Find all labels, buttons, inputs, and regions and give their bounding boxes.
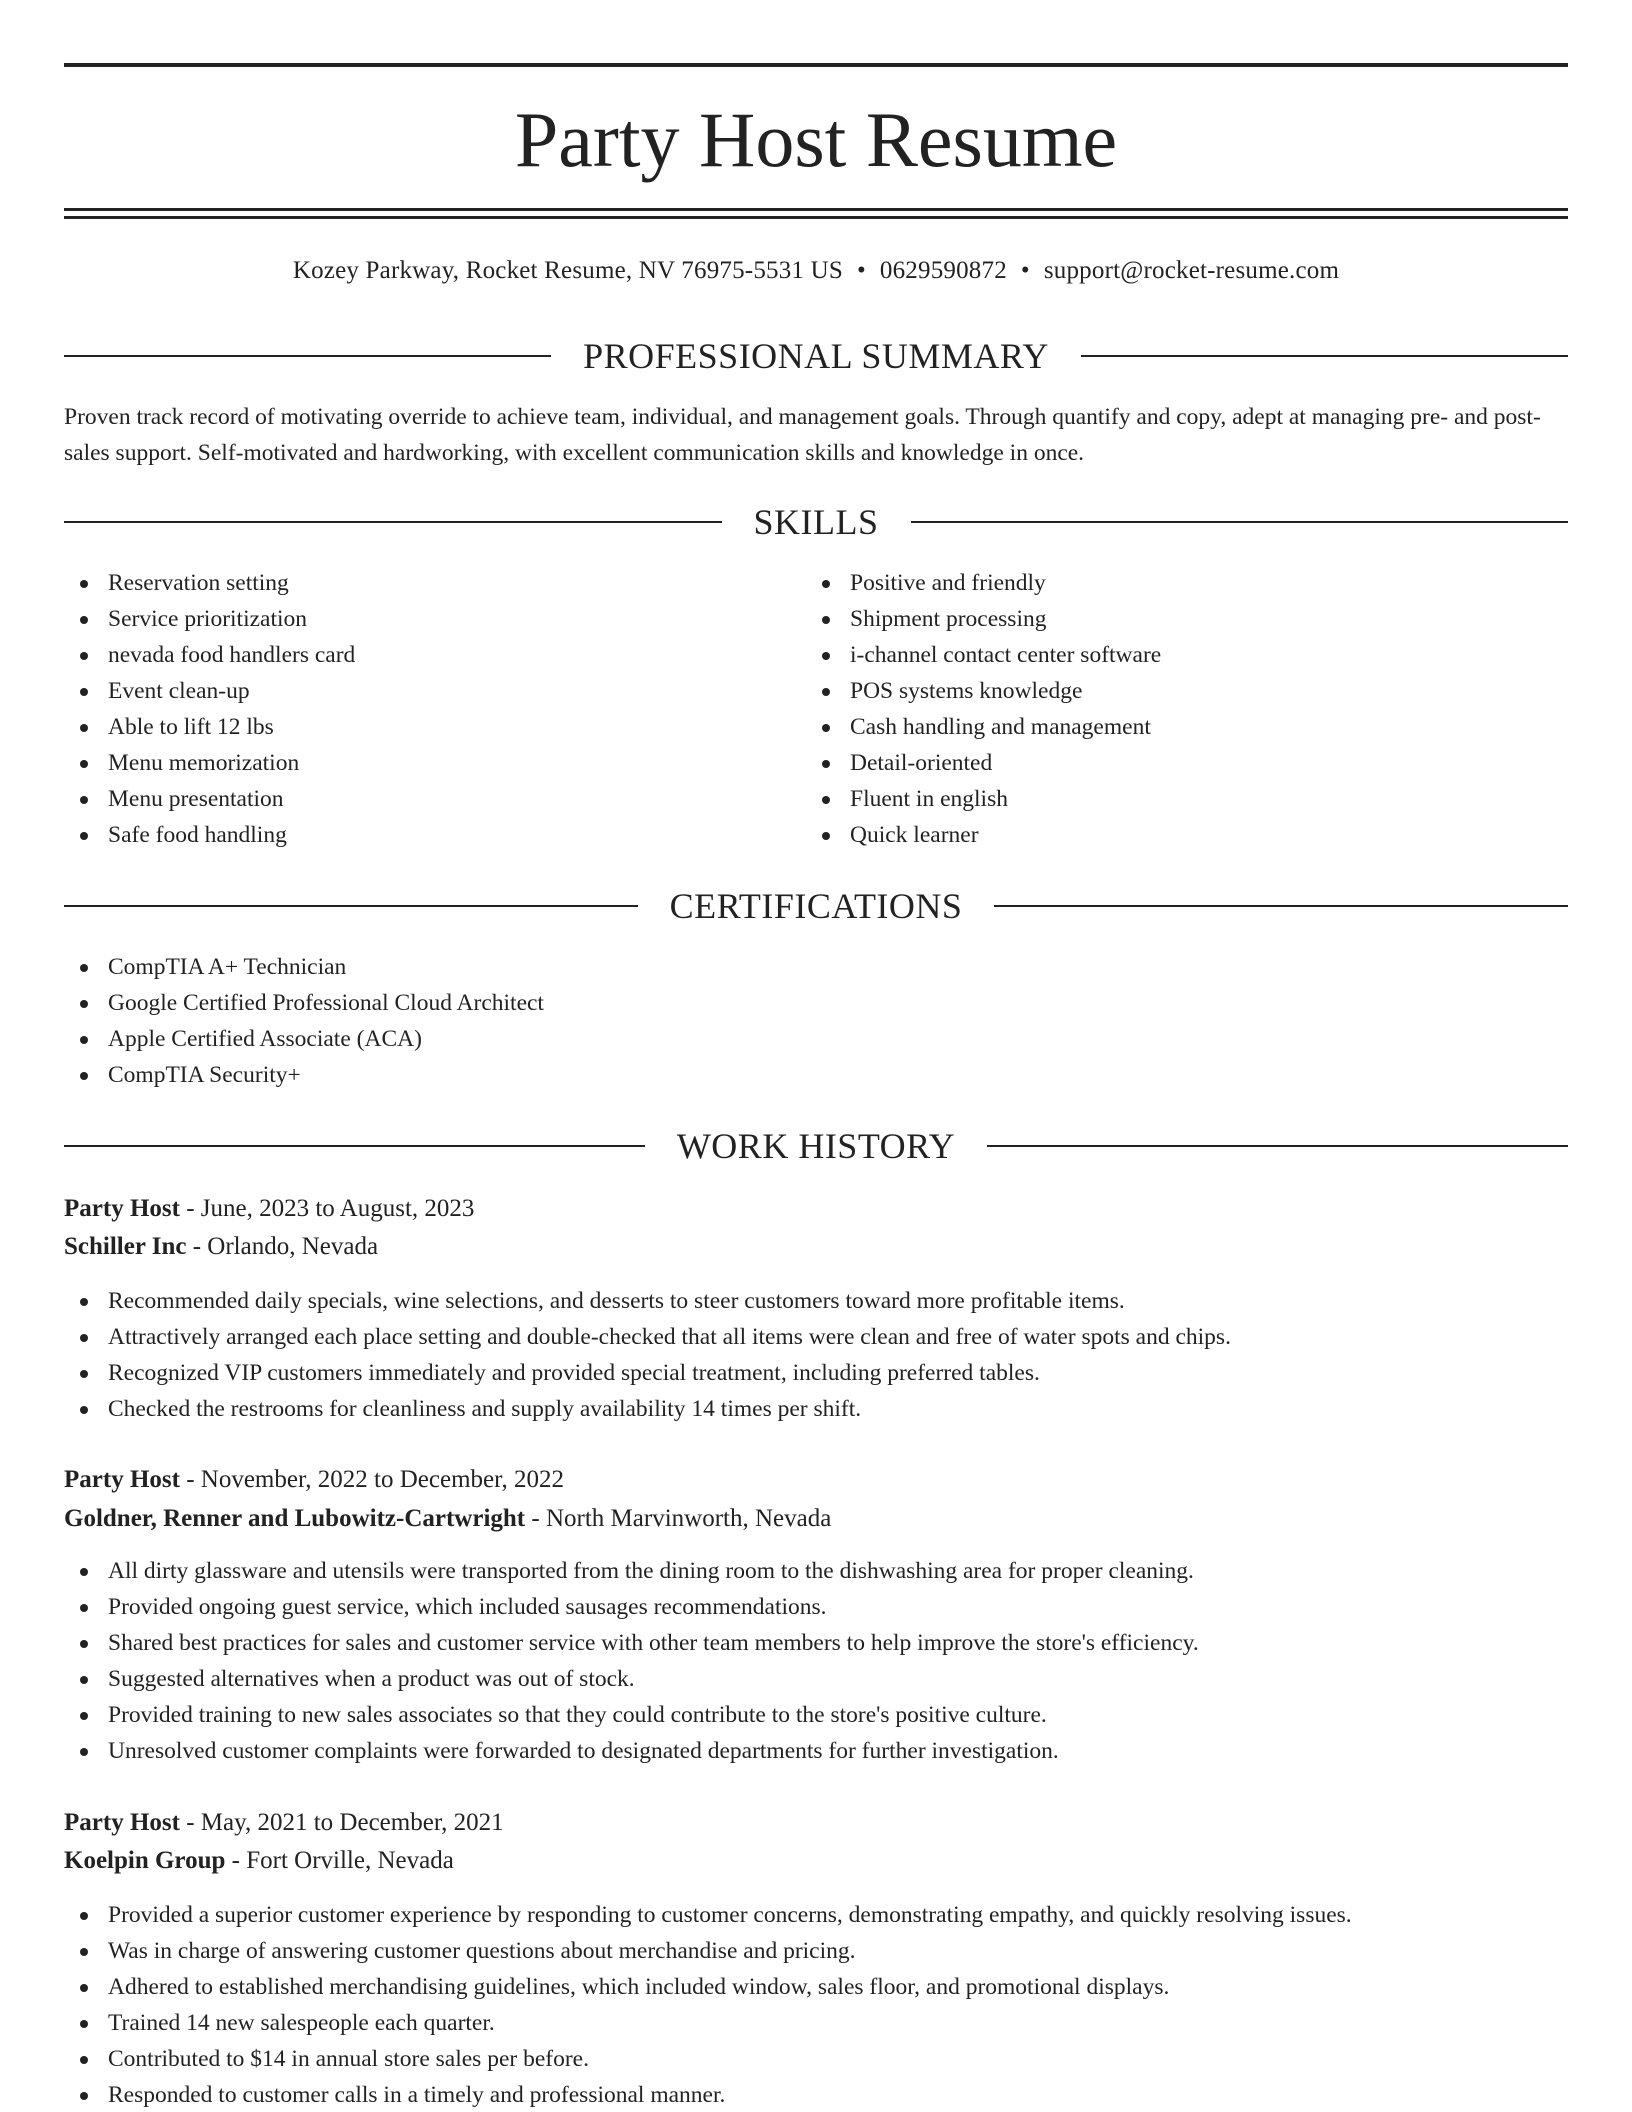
job-dash: -	[225, 1847, 247, 1874]
skill-item: Detail-oriented	[806, 745, 1506, 781]
work-heading	[64, 1126, 1568, 1166]
job-dash: -	[179, 1195, 201, 1222]
job-bullet: Unresolved customer complaints were forwarded to designated departments for further investigation.	[64, 1733, 1568, 1769]
job-bullets	[64, 1283, 1568, 1427]
job-bullet: Provided a superior customer experience by responding to customer concerns, demonstrating empathy, and quickly resolving issues.	[64, 1897, 1568, 1933]
job-company: Schiller Inc	[64, 1233, 187, 1260]
job-bullet: Checked the restrooms for cleanliness and supply availability 14 times per shift.	[64, 1391, 1568, 1427]
job-company: Koelpin Group	[64, 1847, 226, 1874]
summary-heading	[64, 336, 1568, 376]
job-dash: -	[179, 1809, 201, 1836]
skills-heading	[64, 502, 1568, 542]
skill-item: Service prioritization	[64, 601, 764, 637]
certification-item: CompTIA Security+	[64, 1057, 1568, 1093]
skill-item: Cash handling and management	[806, 709, 1506, 745]
job-bullet: Responded to customer calls in a timely and professional manner.	[64, 2077, 1568, 2112]
job-location: Orlando, Nevada	[207, 1233, 379, 1260]
job-role: Party Host	[64, 1466, 180, 1493]
skill-item: Safe food handling	[64, 817, 764, 853]
job-bullet: Adhered to established merchandising guidelines, which included window, sales floor, and promotional displays.	[64, 1969, 1568, 2005]
job-bullets	[64, 1553, 1568, 1769]
job-bullet: Suggested alternatives when a product was out of stock.	[64, 1661, 1568, 1697]
job-bullet: Contributed to $14 in annual store sales per before.	[64, 2041, 1568, 2077]
skills-list-right	[806, 565, 1506, 853]
work-heading-label: WORK HISTORY	[676, 1126, 956, 1166]
skills-heading-label: SKILLS	[753, 502, 879, 542]
skills-list-left	[64, 565, 764, 853]
skill-item: i-channel contact center software	[806, 637, 1506, 673]
heading-rule	[911, 521, 1569, 523]
job-company-line	[64, 1500, 831, 1538]
job-bullets	[64, 1897, 1568, 2112]
job-bullet: Attractively arranged each place setting and double-checked that all items were clean and free of water spots and chips.	[64, 1319, 1568, 1355]
resume-title: Party Host Resume	[514, 96, 1118, 183]
skill-item: Menu presentation	[64, 781, 764, 817]
top-rule	[64, 63, 1568, 67]
job-role: Party Host	[64, 1195, 180, 1222]
job-title-line	[64, 1804, 504, 1842]
contact-email[interactable]: support@rocket-resume.com	[1043, 257, 1340, 284]
job-dash: -	[179, 1466, 201, 1493]
contact-phone: 0629590872	[879, 257, 1007, 284]
heading-rule	[987, 1145, 1568, 1147]
skill-item: Shipment processing	[806, 601, 1506, 637]
skill-item: Able to lift 12 lbs	[64, 709, 764, 745]
job-dates: November, 2022 to December, 2022	[200, 1466, 564, 1493]
job-bullet: Provided ongoing guest service, which included sausages recommendations.	[64, 1589, 1568, 1625]
summary-heading-label: PROFESSIONAL SUMMARY	[583, 336, 1049, 376]
skill-item: Menu memorization	[64, 745, 764, 781]
job-bullet: Trained 14 new salespeople each quarter.	[64, 2005, 1568, 2041]
title-rule-upper	[64, 208, 1568, 211]
skill-item: POS systems knowledge	[806, 673, 1506, 709]
skill-item: Fluent in english	[806, 781, 1506, 817]
contact-address: Kozey Parkway, Rocket Resume, NV 76975-5531 US	[292, 257, 843, 284]
heading-rule	[1081, 355, 1568, 357]
job-bullet: Recommended daily specials, wine selections, and desserts to steer customers toward more profitable items.	[64, 1283, 1568, 1319]
heading-rule	[64, 521, 722, 523]
heading-rule	[64, 355, 551, 357]
contact-separator: •	[856, 257, 866, 284]
certification-item: Google Certified Professional Cloud Architect	[64, 985, 1568, 1021]
certifications-heading-label: CERTIFICATIONS	[669, 886, 963, 926]
job-title-line	[64, 1461, 564, 1499]
skill-item: nevada food handlers card	[64, 637, 764, 673]
job-dates: June, 2023 to August, 2023	[200, 1195, 475, 1222]
job-title-line	[64, 1190, 474, 1228]
summary-text: Proven track record of motivating override to achieve team, individual, and management goals. Through quantify and copy, adept at managing pre- and post-sales support. Self-motivated and hardworking, with excellent communication skills and knowledge in once.	[64, 404, 1541, 466]
job-company-line	[64, 1228, 378, 1266]
job-location: Fort Orville, Nevada	[246, 1847, 454, 1874]
job-bullet: Recognized VIP customers immediately and provided special treatment, including preferred tables.	[64, 1355, 1568, 1391]
job-bullet: Was in charge of answering customer questions about merchandise and pricing.	[64, 1933, 1568, 1969]
heading-rule	[64, 905, 638, 907]
skill-item: Reservation setting	[64, 565, 764, 601]
job-dates: May, 2021 to December, 2021	[200, 1809, 504, 1836]
job-company: Goldner, Renner and Lubowitz-Cartwright	[64, 1505, 526, 1532]
job-bullet: Provided training to new sales associates so that they could contribute to the store's positive culture.	[64, 1697, 1568, 1733]
job-dash: -	[186, 1233, 208, 1260]
skill-item: Quick learner	[806, 817, 1506, 853]
certifications-heading	[64, 886, 1568, 926]
skill-item: Event clean-up	[64, 673, 764, 709]
skill-item: Positive and friendly	[806, 565, 1506, 601]
heading-rule	[64, 1145, 645, 1147]
job-company-line	[64, 1842, 454, 1880]
job-bullet: Shared best practices for sales and customer service with other team members to help improve the store's efficiency.	[64, 1625, 1568, 1661]
contact-separator: •	[1020, 257, 1030, 284]
job-location: North Marvinworth, Nevada	[545, 1505, 832, 1532]
job-role: Party Host	[64, 1809, 180, 1836]
certifications-list	[64, 949, 1568, 1093]
heading-rule	[994, 905, 1568, 907]
certification-item: Apple Certified Associate (ACA)	[64, 1021, 1568, 1057]
certification-item: CompTIA A+ Technician	[64, 949, 1568, 985]
contact-line	[64, 254, 1568, 288]
job-bullet: All dirty glassware and utensils were transported from the dining room to the dishwashing area for proper cleaning.	[64, 1553, 1568, 1589]
job-dash: -	[525, 1505, 546, 1532]
title-rule-lower	[64, 216, 1568, 219]
